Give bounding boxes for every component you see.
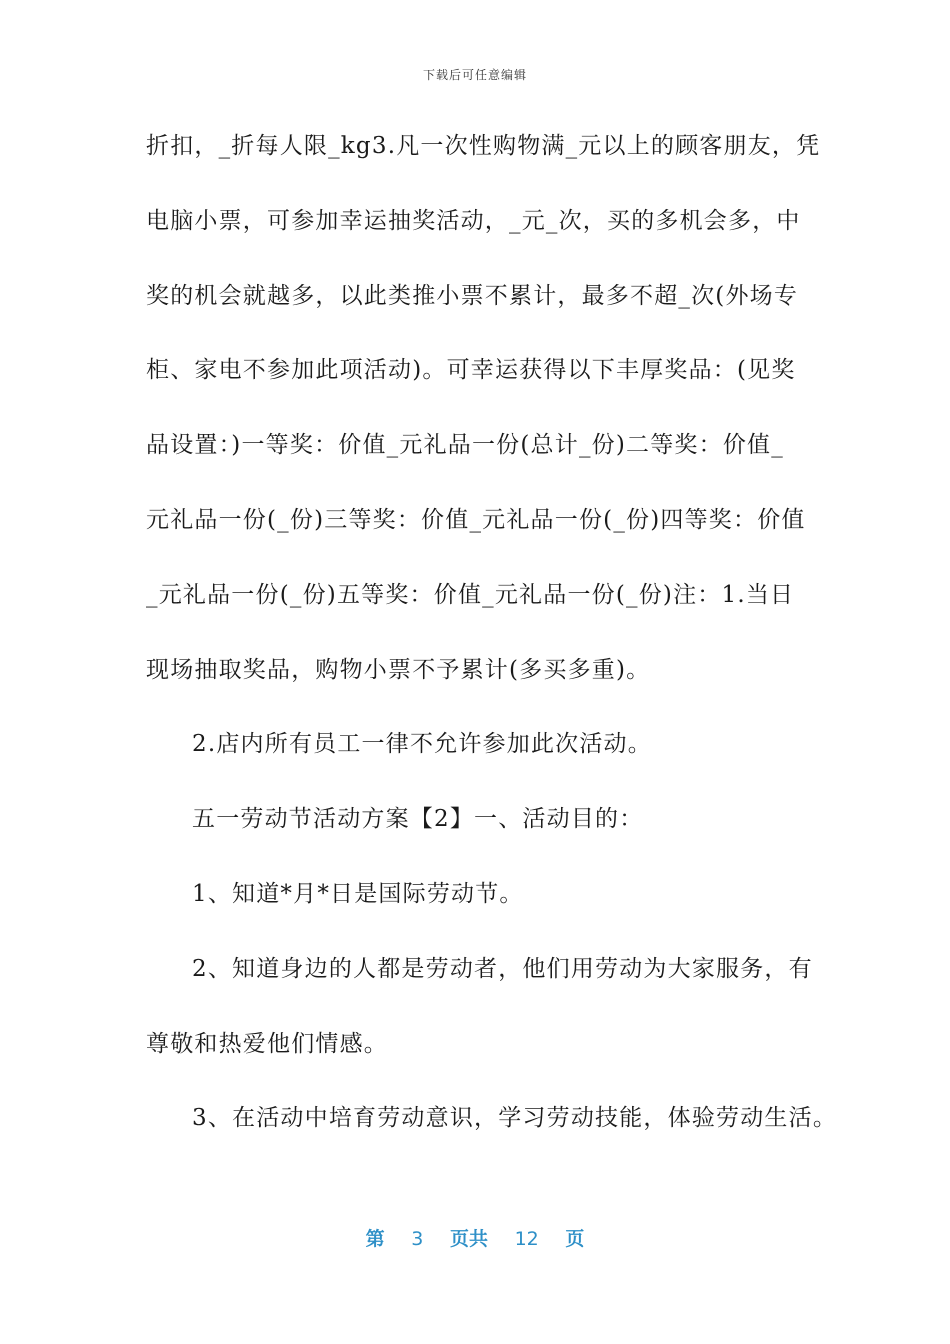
text-line: 1、知道*月*日是国际劳动节。 — [192, 880, 524, 907]
text-line: 奖的机会就越多，以此类推小票不累计，最多不超_次(外场专 — [146, 282, 799, 309]
text-line: 元礼品一份(_份)三等奖：价值_元礼品一份(_份)四等奖：价值 — [146, 506, 806, 533]
document-body — [146, 120, 838, 1167]
text-line: 尊敬和热爱他们情感。 — [146, 1030, 388, 1057]
page-header: 下载后可任意编辑 — [422, 68, 527, 82]
footer-total-pages: 12 — [514, 1228, 539, 1250]
text-line: 折扣，_折每人限_kg3.凡一次性购物满_元以上的顾客朋友，凭 — [146, 133, 821, 159]
text-line: 2、知道身边的人都是劳动者，他们用劳动为大家服务，有 — [192, 955, 813, 982]
footer-current-page: 3 — [411, 1228, 424, 1250]
text-line: _元礼品一份(_份)五等奖：价值_元礼品一份(_份)注：1.当日 — [146, 581, 795, 608]
footer-middle: 页共 — [449, 1228, 488, 1250]
text-line: 现场抽取奖品，购物小票不予累计(多买多重)。 — [146, 656, 651, 683]
text-line: 品设置：)一等奖：价值_元礼品一份(总计_份)二等奖：价值_ — [146, 432, 784, 459]
text-line: 3、在活动中培育劳动意识，学习劳动技能，体验劳动生活。 — [192, 1105, 838, 1132]
text-line: 2.店内所有员工一律不允许参加此次活动。 — [192, 731, 652, 758]
footer-suffix: 页 — [565, 1228, 585, 1250]
text-line: 柜、家电不参加此项活动)。可幸运获得以下丰厚奖品：(见奖 — [146, 357, 796, 384]
page-footer — [0, 1224, 950, 1251]
footer-prefix: 第 — [365, 1228, 385, 1250]
text-line: 电脑小票，可参加幸运抽奖活动，_元_次，买的多机会多，中 — [146, 207, 801, 234]
section-heading: 五一劳动节活动方案【2】一、活动目的： — [192, 806, 644, 833]
